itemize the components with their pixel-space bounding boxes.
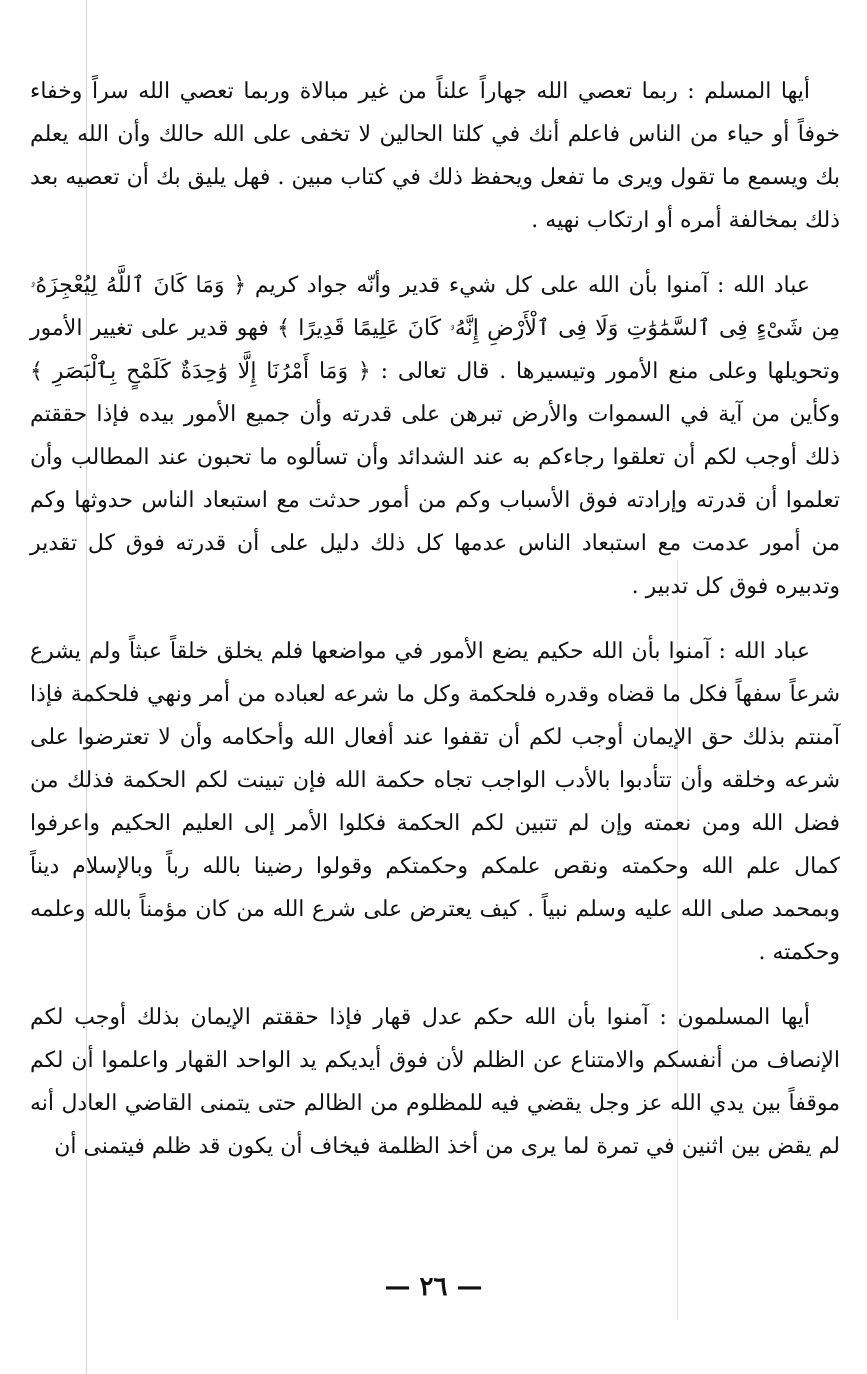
paragraph-1: أيها المسلم : ربما تعصي الله جهاراً علناً من غير مبالاة وربما تعصي الله سراً وخفاء خوفاً أو حياء من الناس فاعلم أنك في كلتا الحالين لا تخفى على الله حالك وأن الله يعلم بك ويسمع ما تقول ويرى ما تفعل ويحفظ ذلك في كتاب مبين . فهل يليق بك أن تعصيه بعد ذلك بمخالفة أمره أو ارتكاب نهيه .	[30, 79, 840, 233]
body-text	[30, 70, 840, 1190]
paragraph-3: عباد الله : آمنوا بأن الله حكيم يضع الأمور في مواضعها فلم يخلق خلقاً عبثاً ولم يشرع شرعاً سفهاً فكل ما قضاه وقدره فلحكمة وكل ما شرعه لعباده من أمر ونهي فلحكمة فإذا آمنتم بذلك حق الإيمان أوجب لكم أن تقفوا عند أفعال الله وأحكامه وأن لا تعترضوا على شرعه وخلقه وأن تتأدبوا بالأدب الواجب تجاه حكمة الله فإن تبينت لكم الحكمة فذلك من فضل الله ومن نعمته وإن لم تتبين لكم الحكمة فكلوا الأمر إلى العليم الحكيم واعرفوا كمال علم الله وحكمته ونقص علمكم وحكمتكم وقولوا رضينا بالله رباً وبالإسلام ديناً وبمحمد صلى الله عليه وسلم نبياً . كيف يعترض على شرع الله من كان مؤمناً بالله وعلمه وحكمته .	[30, 639, 840, 965]
paragraph-2: عباد الله : آمنوا بأن الله على كل شيء قدير وأنّه جواد كريم ﴿ وَمَا كَانَ ٱللَّهُ لِيُعْجِزَهُۥ مِن شَىْءٍ فِى ٱلسَّمَٰوَٰتِ وَلَا فِى ٱلْأَرْضِ إِنَّهُۥ كَانَ عَلِيمًا قَدِيرًا ﴾ فهو قدير على تغيير الأمور وتحويلها وعلى منع الأمور وتيسيرها . قال تعالى : ﴿ وَمَا أَمْرُنَا إِلَّا وَٰحِدَةٌ كَلَمْحٍ بِٱلْبَصَرِ ﴾ وكأين من آية في السموات والأرض تبرهن على قدرته وأن جميع الأمور بيده فإذا حققتم ذلك أوجب لكم أن تعلقوا رجاءكم به عند الشدائد وأن تسألوه ما تحبون عند المطالب وأن تعلموا أن قدرته وإرادته فوق الأسباب وكم من أمور حدثت مع استبعاد الناس حدوثها وكم من أمور عدمت مع استبعاد الناس عدمها كل ذلك دليل على أن قدرته فوق كل تقدير وتدبيره فوق كل تدبير .	[30, 273, 840, 599]
page-number: — ٢٦ —	[384, 1272, 483, 1302]
paragraph-4: أيها المسلمون : آمنوا بأن الله حكم عدل قهار فإذا حققتم الإيمان بذلك أوجب لكم الإنصاف من أنفسكم والامتناع عن الظلم لأن فوق أيديكم يد الواحد القهار واعلموا أن لكم موقفاً بين يدي الله عز وجل يقضي فيه للمظلوم من الظالم حتى يتمنى القاضي العادل أنه لم يقض بين اثنين في تمرة لما يرى من أخذ الظلمة فيخاف أن يكون قد ظلم فيتمنى أن	[30, 1005, 840, 1159]
